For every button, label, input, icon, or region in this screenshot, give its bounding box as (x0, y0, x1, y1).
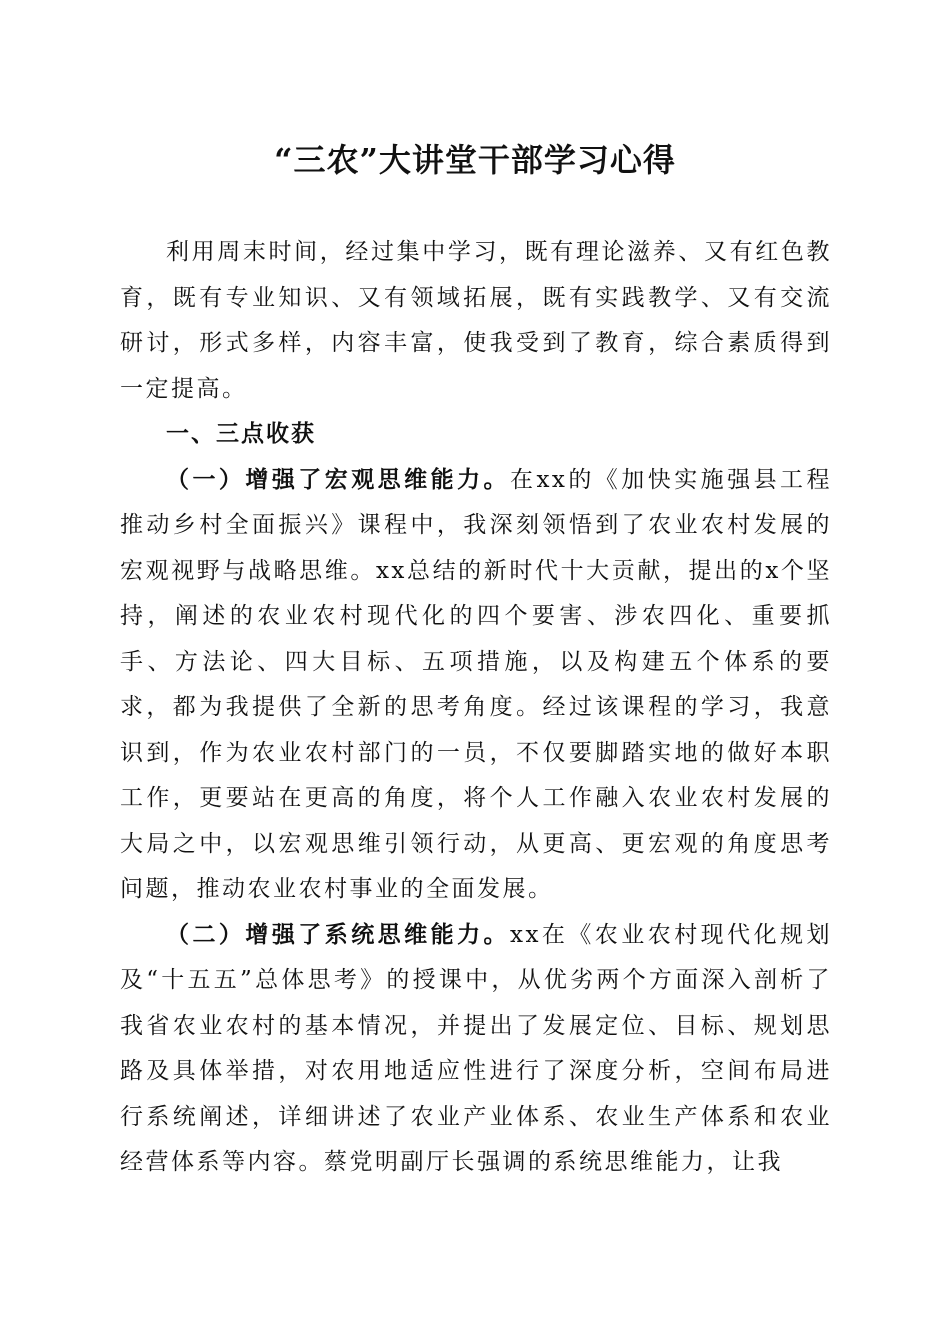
item-2-lead: （二）增强了系统思维能力。 (166, 921, 510, 948)
intro-paragraph: 利用周末时间，经过集中学习，既有理论滋养、又有红色教育，既有专业知识、又有领域拓展，既有实践教学、又有交流研讨，形式多样，内容丰富，使我受到了教育，综合素质得到一定提高。 (120, 239, 832, 402)
item-1-lead: （一）增强了宏观思维能力。 (166, 466, 510, 493)
paragraph-item-2 (120, 913, 832, 1186)
paragraph-item-1 (120, 458, 832, 913)
item-1-text: 在xx的《加快实施强县工程推动乡村全面振兴》课程中，我深刻领悟到了农业农村发展的宏观视野与战略思维。xx总结的新时代十大贡献，提出的x个坚持，阐述的农业农村现代化的四个要害、涉农四化、重要抓手、方法论、四大目标、五项措施，以及构建五个体系的要求，都为我提供了全新的思考角度。经过该课程的学习，我意识到，作为农业农村部门的一员，不仅要脚踏实地的做好本职工作，更要站在更高的角度，将个人工作融入农业农村发展的大局之中，以宏观思维引领行动，从更高、更宏观的角度思考问题，推动农业农村事业的全面发展。 (120, 466, 832, 902)
item-2-text: xx在《农业农村现代化规划及“十五五”总体思考》的授课中，从优劣两个方面深入剖析了我省农业农村的基本情况，并提出了发展定位、目标、规划思路及具体举措，对农用地适应性进行了深度分析，空间布局进行系统阐述，详细讲述了农业产业体系、农业生产体系和农业经营体系等内容。蔡党明副厅长强调的系统思维能力，让我 (120, 921, 832, 1175)
document-title: “三农”大讲堂干部学习心得 (274, 141, 676, 179)
document-body (120, 230, 832, 1186)
section-heading: 一、三点收获 (166, 421, 316, 447)
